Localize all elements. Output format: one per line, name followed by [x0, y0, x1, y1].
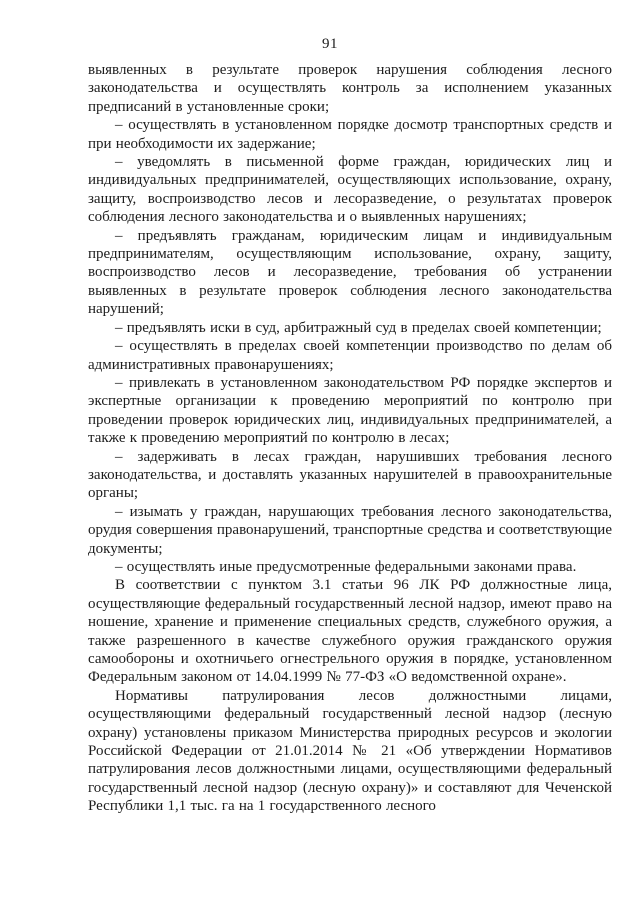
paragraph: – изымать у граждан, нарушающих требования лесного законодательства, орудия совершения правонарушений, транспортные средства и соответствующие документы; — [88, 503, 612, 557]
paragraph: – осуществлять в установленном порядке досмотр транспортных средств и при необходимости их задержание; — [88, 117, 612, 152]
paragraph: Нормативы патрулирования лесов должностными лицами, осуществляющими федеральный государственный лесной надзор (лесную охрану) установлены приказом Министерства природных ресурсов и экологии Российской Федерации от 21.01.2014 № 21 «Об утверждении Нормативов патрулирования лесов должностными лицами, осуществляющими федеральный государственный лесной надзор (лесную охрану)» и составляют для Чеченской Республики 1,1 тыс. га на 1 государственного лесного — [88, 687, 612, 815]
paragraph: – осуществлять иные предусмотренные федеральными законами права. — [115, 558, 577, 575]
paragraph: – предъявлять гражданам, юридическим лицам и индивидуальным предпринимателям, осуществляющим использование, охрану, защиту, воспроизводство лесов и лесоразведение, требования об устранении выявленных в результате проверок соблюдения лесного законодательства нарушений; — [88, 227, 612, 318]
paragraph: – задерживать в лесах граждан, нарушивших требования лесного законодательства, и доставлять указанных нарушителей в правоохранительные органы; — [88, 448, 612, 502]
paragraph: – привлекать в установленном законодательством РФ порядке экспертов и экспертные организации к проведению мероприятий по контролю при проведении проверок юридических лиц, индивидуальных предпринимателей, а также к проведению мероприятий по контролю в лесах; — [88, 374, 612, 447]
paragraph: В соответствии с пунктом 3.1 статьи 96 ЛК РФ должностные лица, осуществляющие федеральный государственный лесной надзор, имеют право на ношение, хранение и применение специальных средств, служебного оружия, а также разрешенного в качестве служебного оружия гражданского оружия самообороны и охотничьего огнестрельного оружия в порядке, установленном Федеральным законом от 14.04.1999 № 77-ФЗ «О ведомственной охране». — [88, 577, 612, 686]
paragraph: – осуществлять в пределах своей компетенции производство по делам об административных правонарушениях; — [88, 338, 612, 373]
paragraph: выявленных в результате проверок нарушения соблюдения лесного законодательства и осуществлять контроль за исполнением указанных предписаний в установленные сроки; — [88, 62, 612, 115]
paragraph: – предъявлять иски в суд, арбитражный суд в пределах своей компетенции; — [115, 319, 602, 336]
paragraph: – уведомлять в письменной форме граждан, юридических лиц и индивидуальных предпринимателей, осуществляющих использование, охрану, защиту, воспроизводство лесов и лесоразведение, о результатах проверок соблюдения лесного законодательства и о выявленных нарушениях; — [88, 154, 612, 226]
document-body — [88, 61, 612, 816]
page-number: 91 — [322, 36, 338, 52]
